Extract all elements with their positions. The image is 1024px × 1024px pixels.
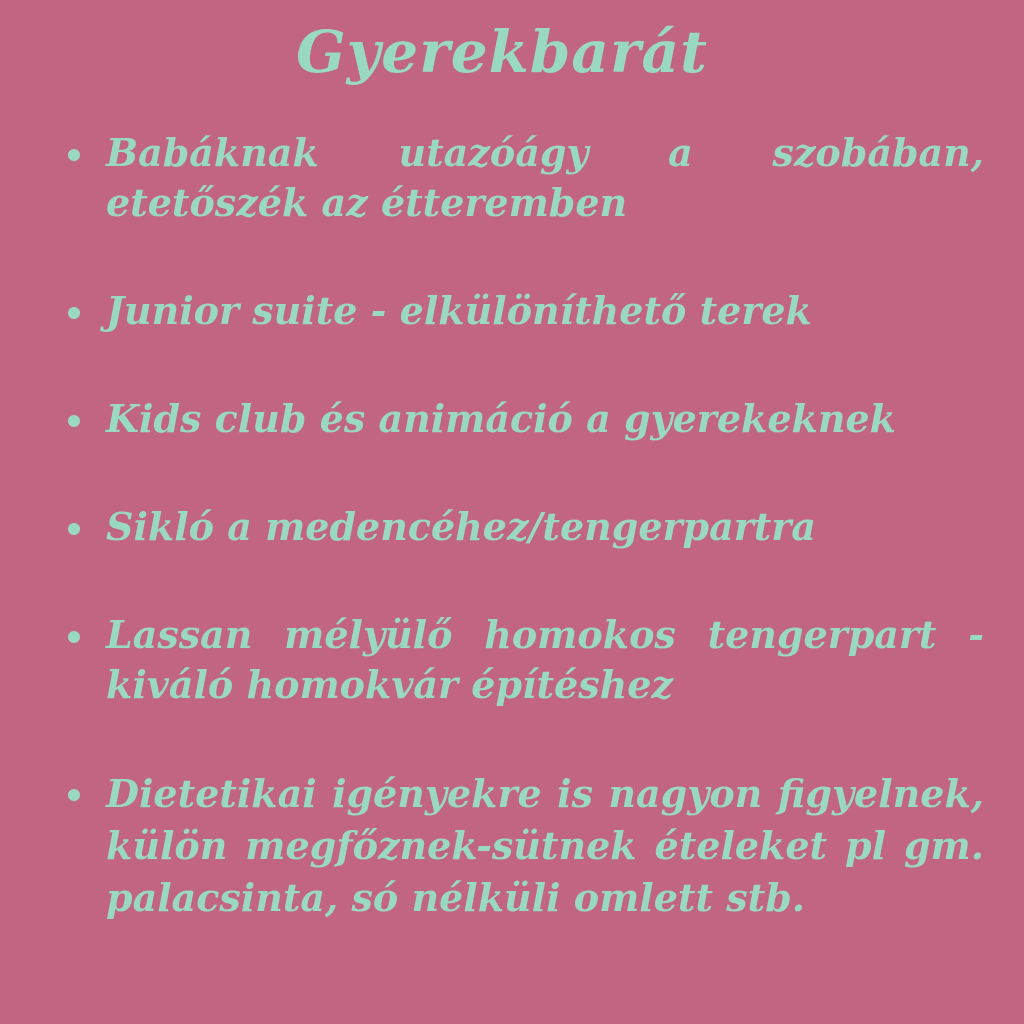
bullet-icon	[68, 307, 80, 319]
bullet-icon	[68, 631, 80, 643]
bullet-icon	[68, 415, 80, 427]
feature-list	[60, 128, 984, 924]
list-item-text: Sikló a medencéhez/tengerpartra	[106, 504, 816, 549]
list-item-text: Dietetikai igényekre is nagyon figyelnek, külön megfőznek-sütnek ételeket pl gm. palacsinta, só nélküli omlett stb.	[106, 771, 984, 920]
list-item	[60, 768, 984, 924]
list-item-text: Lassan mélyülő homokos tengerpart - kiváló homokvár építéshez	[106, 612, 984, 707]
page-title: Gyerekbarát	[296, 18, 708, 86]
list-item	[60, 394, 984, 444]
list-item	[60, 286, 984, 336]
list-item	[60, 610, 984, 710]
list-item-text: Kids club és animáció a gyerekeknek	[106, 396, 896, 441]
list-item	[60, 128, 984, 228]
list-item-text: Junior suite - elkülöníthető terek	[106, 288, 812, 333]
bullet-icon	[68, 149, 80, 161]
bullet-icon	[68, 789, 80, 801]
list-item-text: Babáknak utazóágy a szobában, etetőszék az étteremben	[106, 130, 984, 225]
list-item	[60, 502, 984, 552]
bullet-icon	[68, 523, 80, 535]
